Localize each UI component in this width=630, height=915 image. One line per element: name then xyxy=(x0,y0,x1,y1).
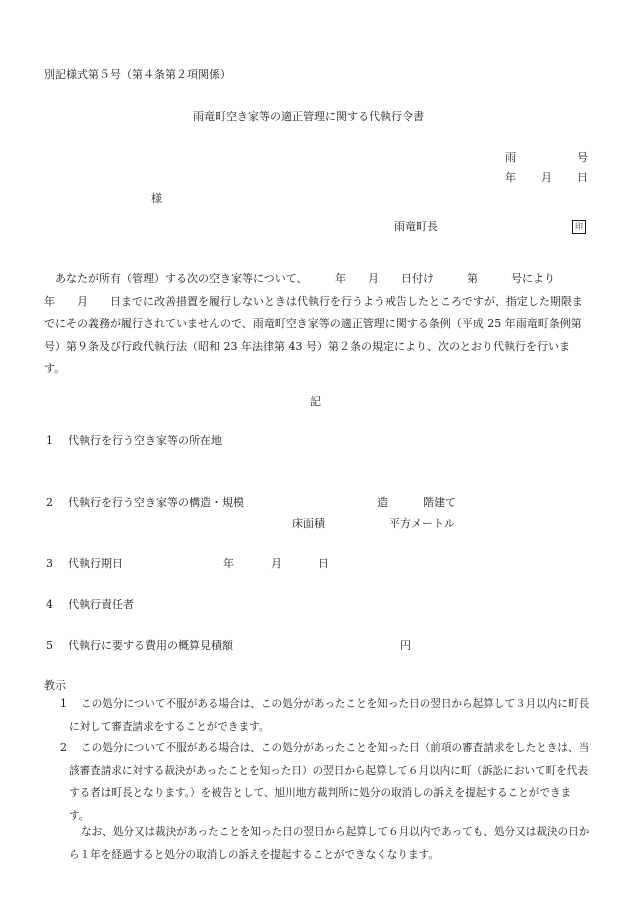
document-title: 雨竜町空き家等の適正管理に関する代執行令書 xyxy=(193,110,424,123)
seal-char: 印 xyxy=(572,220,586,234)
item-number: 4 xyxy=(46,598,53,611)
item-label: 代執行を行う空き家等の構造・規模 xyxy=(68,496,244,509)
item-4 xyxy=(46,598,134,612)
exec-year: 年 xyxy=(223,557,234,570)
floor-area-label: 床面積 xyxy=(292,517,325,530)
form-label: 別記様式第５号（第４条第２項関係） xyxy=(44,68,231,81)
item-3 xyxy=(46,557,123,571)
date-day: 日 xyxy=(577,171,588,184)
item-label: 代執行責任者 xyxy=(68,598,134,611)
doc-number-suffix: 号 xyxy=(577,151,588,164)
instruction-heading: 教示 xyxy=(44,679,66,692)
seal-mark xyxy=(572,219,586,234)
item-label: 代執行に要する費用の概算見積額 xyxy=(68,639,233,652)
floor-area-unit: 平方メートル xyxy=(389,517,455,530)
instruction-paragraph-1: この処分について不服がある場合は、この処分があったことを知った日の翌日から起算して３月以内に町長に対して審査請求をすることができます。 xyxy=(69,698,590,733)
instruction-paragraph-2: この処分について不服がある場合は、この処分があったことを知った日（前項の審査請求をしたときは、当該審査請求に対する裁決があったことを知った日）の翌日から起算して６月以内に町（訴訟において町を代表する者は町長となります。）を被告として、旭川地方裁判所に処分の取消しの訴えを提起することができます。 xyxy=(69,742,590,822)
note-mark: 記 xyxy=(310,395,321,408)
issuer-name: 雨竜町長 xyxy=(394,220,438,233)
item-number: 1 xyxy=(46,434,53,447)
date-year: 年 xyxy=(505,171,516,184)
doc-number-prefix: 雨 xyxy=(505,151,516,164)
item-label: 代執行を行う空き家等の所在地 xyxy=(68,434,222,447)
body-paragraph: あなたが所有（管理）する次の空き家等について、 年 月 日付け 第 号により 年 月 日までに改善措置を履行しないときは代執行を行うよう戒告したところですが、指定した期限までにその義務が履行されていませんので、雨竜町空き家等の適正管理に関する条例（平成 25 年雨竜町条例第 号）第９条及び行政代執行法（昭和 23 年法律第 43 号）第２条の規定により、次のとおり代執行を行います。 xyxy=(44,272,600,375)
exec-month: 月 xyxy=(271,557,282,570)
instruction-paragraph-3: なお、処分又は裁決があったことを知った日の翌日から起算して６月以内であっても、処分又は裁決の日から１年を経過すると処分の取消しの訴えを提起することができなくなります。 xyxy=(69,826,590,861)
floors-unit: 階建て xyxy=(423,496,456,509)
item-label: 代執行期日 xyxy=(68,557,123,570)
item-number: 5 xyxy=(46,639,53,652)
item-5 xyxy=(46,639,233,653)
instruction-number-1: 1 xyxy=(60,697,67,710)
instruction-number-2: 2 xyxy=(60,741,67,754)
item-1 xyxy=(46,434,222,448)
item-number: 3 xyxy=(46,557,53,570)
date-month: 月 xyxy=(541,171,552,184)
exec-day: 日 xyxy=(318,557,329,570)
cost-currency: 円 xyxy=(400,639,411,652)
addressee-honorific: 様 xyxy=(151,192,162,205)
item-number: 2 xyxy=(46,496,53,509)
item-2 xyxy=(46,496,244,510)
structure-unit: 造 xyxy=(377,496,388,509)
